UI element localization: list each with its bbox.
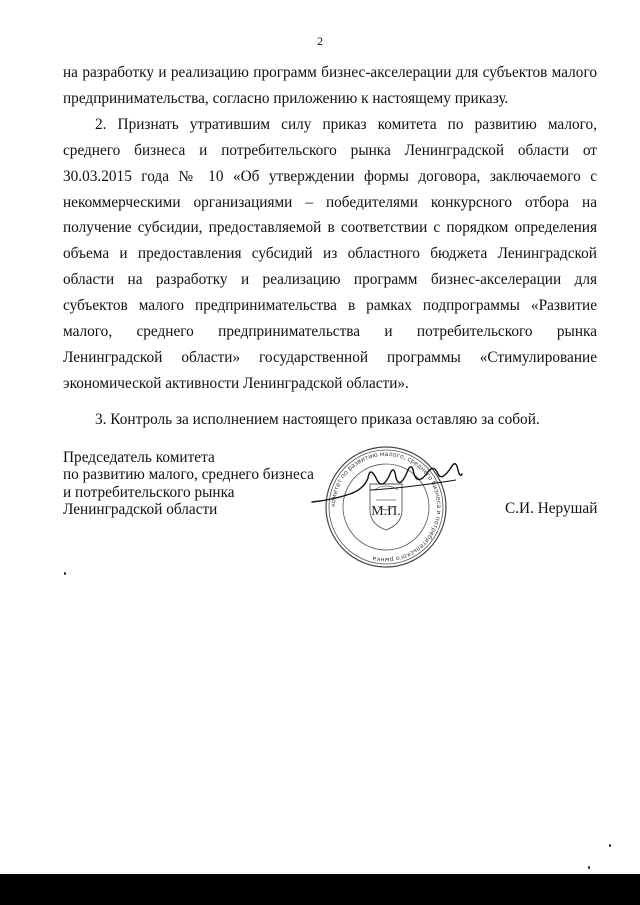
seal-center-text: М.П. — [371, 504, 401, 519]
document-body — [63, 60, 597, 433]
scan-bottom-border — [0, 874, 640, 905]
seal-graphic — [306, 444, 466, 570]
official-seal-stamp — [306, 444, 466, 570]
seal-ring-text: комитет по развитию малого, среднего бизнеса и потребительского рынка — [329, 450, 443, 564]
position-line: Ленинградской области — [63, 500, 218, 518]
position-line: и потребительского рынка — [63, 483, 235, 501]
paragraph-continuation: на разработку и реализацию программ бизнес-акселерации для субъектов малого предпринимательства, согласно приложению к настоящему приказу. — [63, 64, 597, 107]
paragraph-item-3: 3. Контроль за исполнением настоящего приказа оставляю за собой. — [95, 410, 540, 428]
scan-artifact — [64, 572, 66, 575]
page-number: 2 — [317, 34, 323, 48]
paragraph-item-2: 2. Признать утратившим силу приказ комитета по развитию малого, среднего бизнеса и потребительского рынка Ленинградской области от 30.03.2015 года № 10 «Об утверждении формы договора, заключаемого с некоммерческими организациями – победителями конкурсного отбора на получение субсидии, предоставляемой в соответствии с порядком определения объема и предоставления субсидий из областного бюджета Ленинградской области на разработку и реализацию программ бизнес-акселерации для субъектов малого предпринимательства в рамках подпрограммы «Развитие малого, среднего предпринимательства и потребительского рынка Ленинградской области» государственной программы «Стимулирование экономической активности Ленинградской области». — [63, 115, 597, 392]
scan-artifact — [588, 866, 590, 869]
scan-artifact — [609, 844, 611, 847]
signer-name: С.И. Нерушай — [505, 500, 598, 517]
signatory-position — [63, 449, 314, 518]
position-line: по развитию малого, среднего бизнеса — [63, 466, 314, 484]
position-line: Председатель комитета — [63, 449, 215, 466]
